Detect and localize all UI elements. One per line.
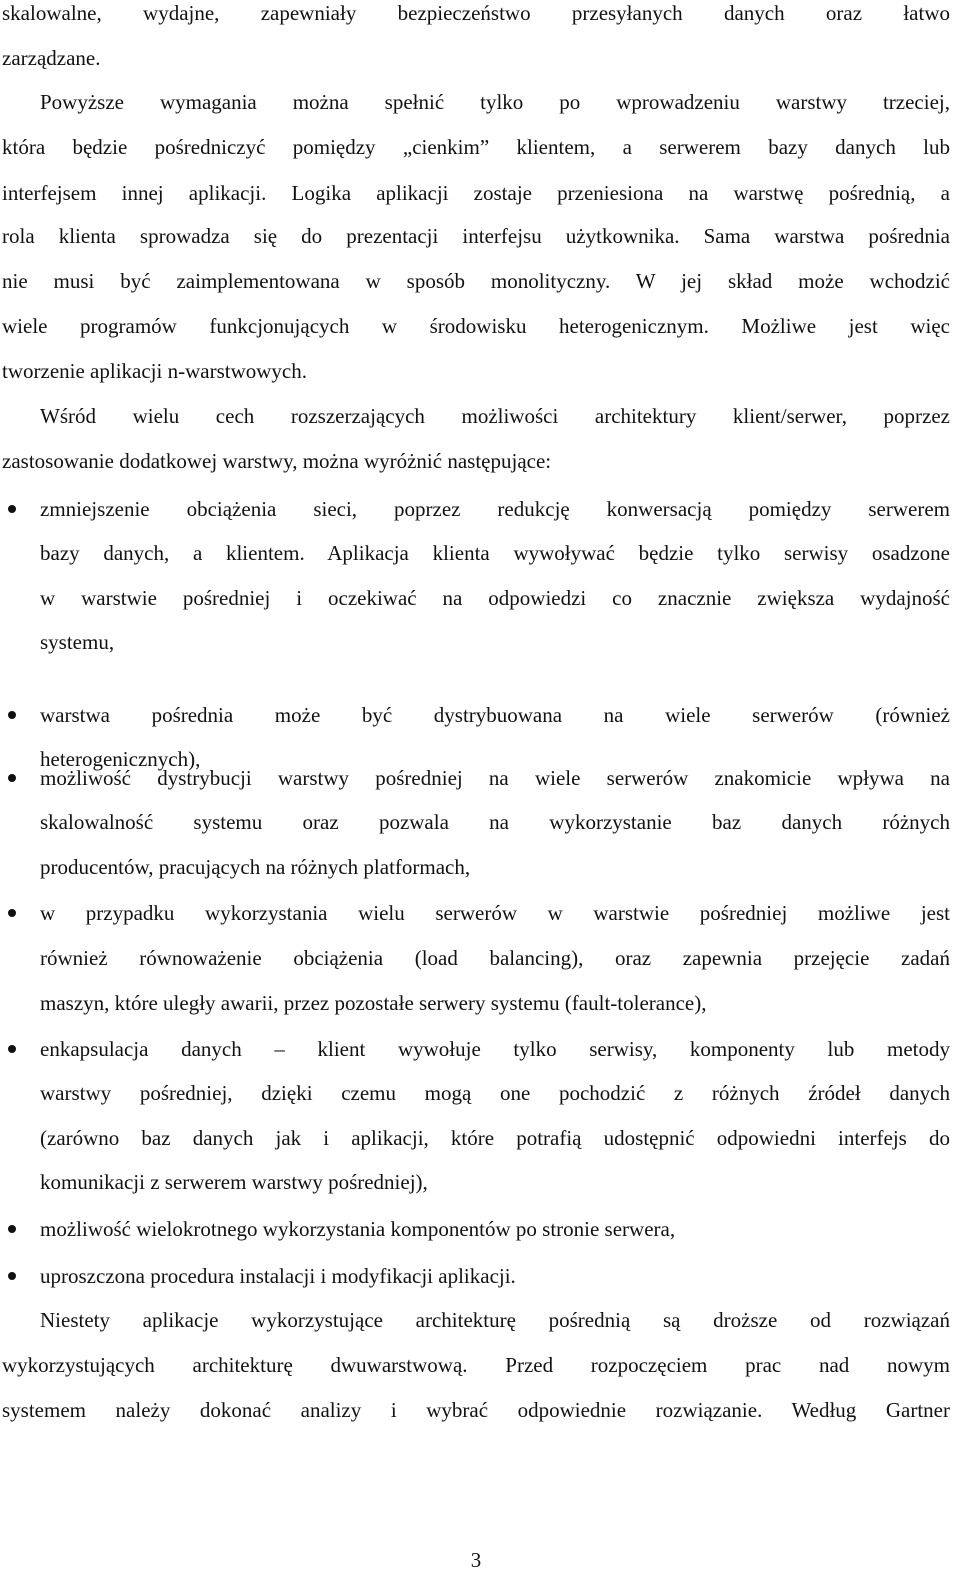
- paragraph-line: wiele programów funkcjonujących w środowisku heterogenicznym. Możliwe jest więc: [2, 314, 950, 338]
- page-number: 3: [470, 1548, 482, 1572]
- bullet-icon: [8, 909, 16, 917]
- list-item-line: systemu,: [40, 630, 115, 654]
- paragraph-line: Wśród wielu cech rozszerzających możliwości architektury klient/serwer, poprzez: [40, 404, 950, 428]
- list-item-line: producentów, pracujących na różnych platformach,: [40, 855, 471, 879]
- list-item-line: również równoważenie obciążenia (load balancing), oraz zapewnia przejęcie zadań: [40, 946, 950, 970]
- list-item-line: skalowalność systemu oraz pozwala na wykorzystanie baz danych różnych: [40, 810, 950, 834]
- paragraph-line: wykorzystujących architekturę dwuwarstwową. Przed rozpoczęciem prac nad nowym: [2, 1353, 950, 1377]
- list-item-line: możliwość dystrybucji warstwy pośredniej na wiele serwerów znakomicie wpływa na: [40, 766, 950, 790]
- paragraph-line: tworzenie aplikacji n-warstwowych.: [2, 359, 307, 383]
- list-item-line: uproszczona procedura instalacji i modyfikacji aplikacji.: [40, 1264, 516, 1288]
- list-item-line: w warstwie pośredniej i oczekiwać na odpowiedzi co znacznie zwiększa wydajność: [40, 586, 950, 610]
- list-item-line: zmniejszenie obciążenia sieci, poprzez redukcję konwersacją pomiędzy serwerem: [40, 497, 950, 521]
- list-item-line: (zarówno baz danych jak i aplikacji, które potrafią udostępnić odpowiedni interfejs do: [40, 1126, 950, 1150]
- list-item-line: możliwość wielokrotnego wykorzystania komponentów po stronie serwera,: [40, 1217, 676, 1241]
- bullet-icon: [8, 1045, 16, 1053]
- list-item-line: enkapsulacja danych – klient wywołuje tylko serwisy, komponenty lub metody: [40, 1037, 950, 1061]
- paragraph-line: systemem należy dokonać analizy i wybrać odpowiednie rozwiązanie. Według Gartner: [2, 1398, 950, 1422]
- paragraph-line: Powyższe wymagania można spełnić tylko po wprowadzeniu warstwy trzeciej,: [40, 90, 950, 114]
- list-item-line: w przypadku wykorzystania wielu serwerów w warstwie pośredniej możliwe jest: [40, 901, 950, 925]
- paragraph-line: Niestety aplikacje wykorzystujące architekturę pośrednią są droższe od rozwiązań: [40, 1308, 950, 1332]
- list-item-line: heterogenicznych),: [40, 747, 201, 771]
- bullet-icon: [8, 1225, 16, 1233]
- paragraph-line: zastosowanie dodatkowej warstwy, można wyróżnić następujące:: [2, 449, 552, 473]
- list-item-line: bazy danych, a klientem. Aplikacja klienta wywoływać będzie tylko serwisy osadzone: [40, 541, 950, 565]
- paragraph-line: zarządzane.: [2, 46, 101, 70]
- bullet-icon: [8, 1272, 16, 1280]
- bullet-icon: [8, 505, 16, 513]
- list-item-line: komunikacji z serwerem warstwy pośredniej),: [40, 1170, 428, 1194]
- list-item-line: maszyn, które uległy awarii, przez pozostałe serwery systemu (fault-tolerance),: [40, 991, 707, 1015]
- paragraph-line: nie musi być zaimplementowana w sposób monolityczny. W jej skład może wchodzić: [2, 269, 950, 293]
- paragraph-line: skalowalne, wydajne, zapewniały bezpieczeństwo przesyłanych danych oraz łatwo: [2, 1, 950, 25]
- bullet-icon: [8, 774, 16, 782]
- list-item-line: warstwy pośredniej, dzięki czemu mogą one pochodzić z różnych źródeł danych: [40, 1081, 950, 1105]
- paragraph-line: rola klienta sprowadza się do prezentacji interfejsu użytkownika. Sama warstwa pośrednia: [2, 224, 950, 248]
- list-item-line: warstwa pośrednia może być dystrybuowana na wiele serwerów (również: [40, 703, 950, 727]
- paragraph-line: interfejsem innej aplikacji. Logika aplikacji zostaje przeniesiona na warstwę pośrednią, a: [2, 181, 950, 205]
- paragraph-line: która będzie pośredniczyć pomiędzy „cienkim” klientem, a serwerem bazy danych lub: [2, 135, 950, 159]
- bullet-icon: [8, 711, 16, 719]
